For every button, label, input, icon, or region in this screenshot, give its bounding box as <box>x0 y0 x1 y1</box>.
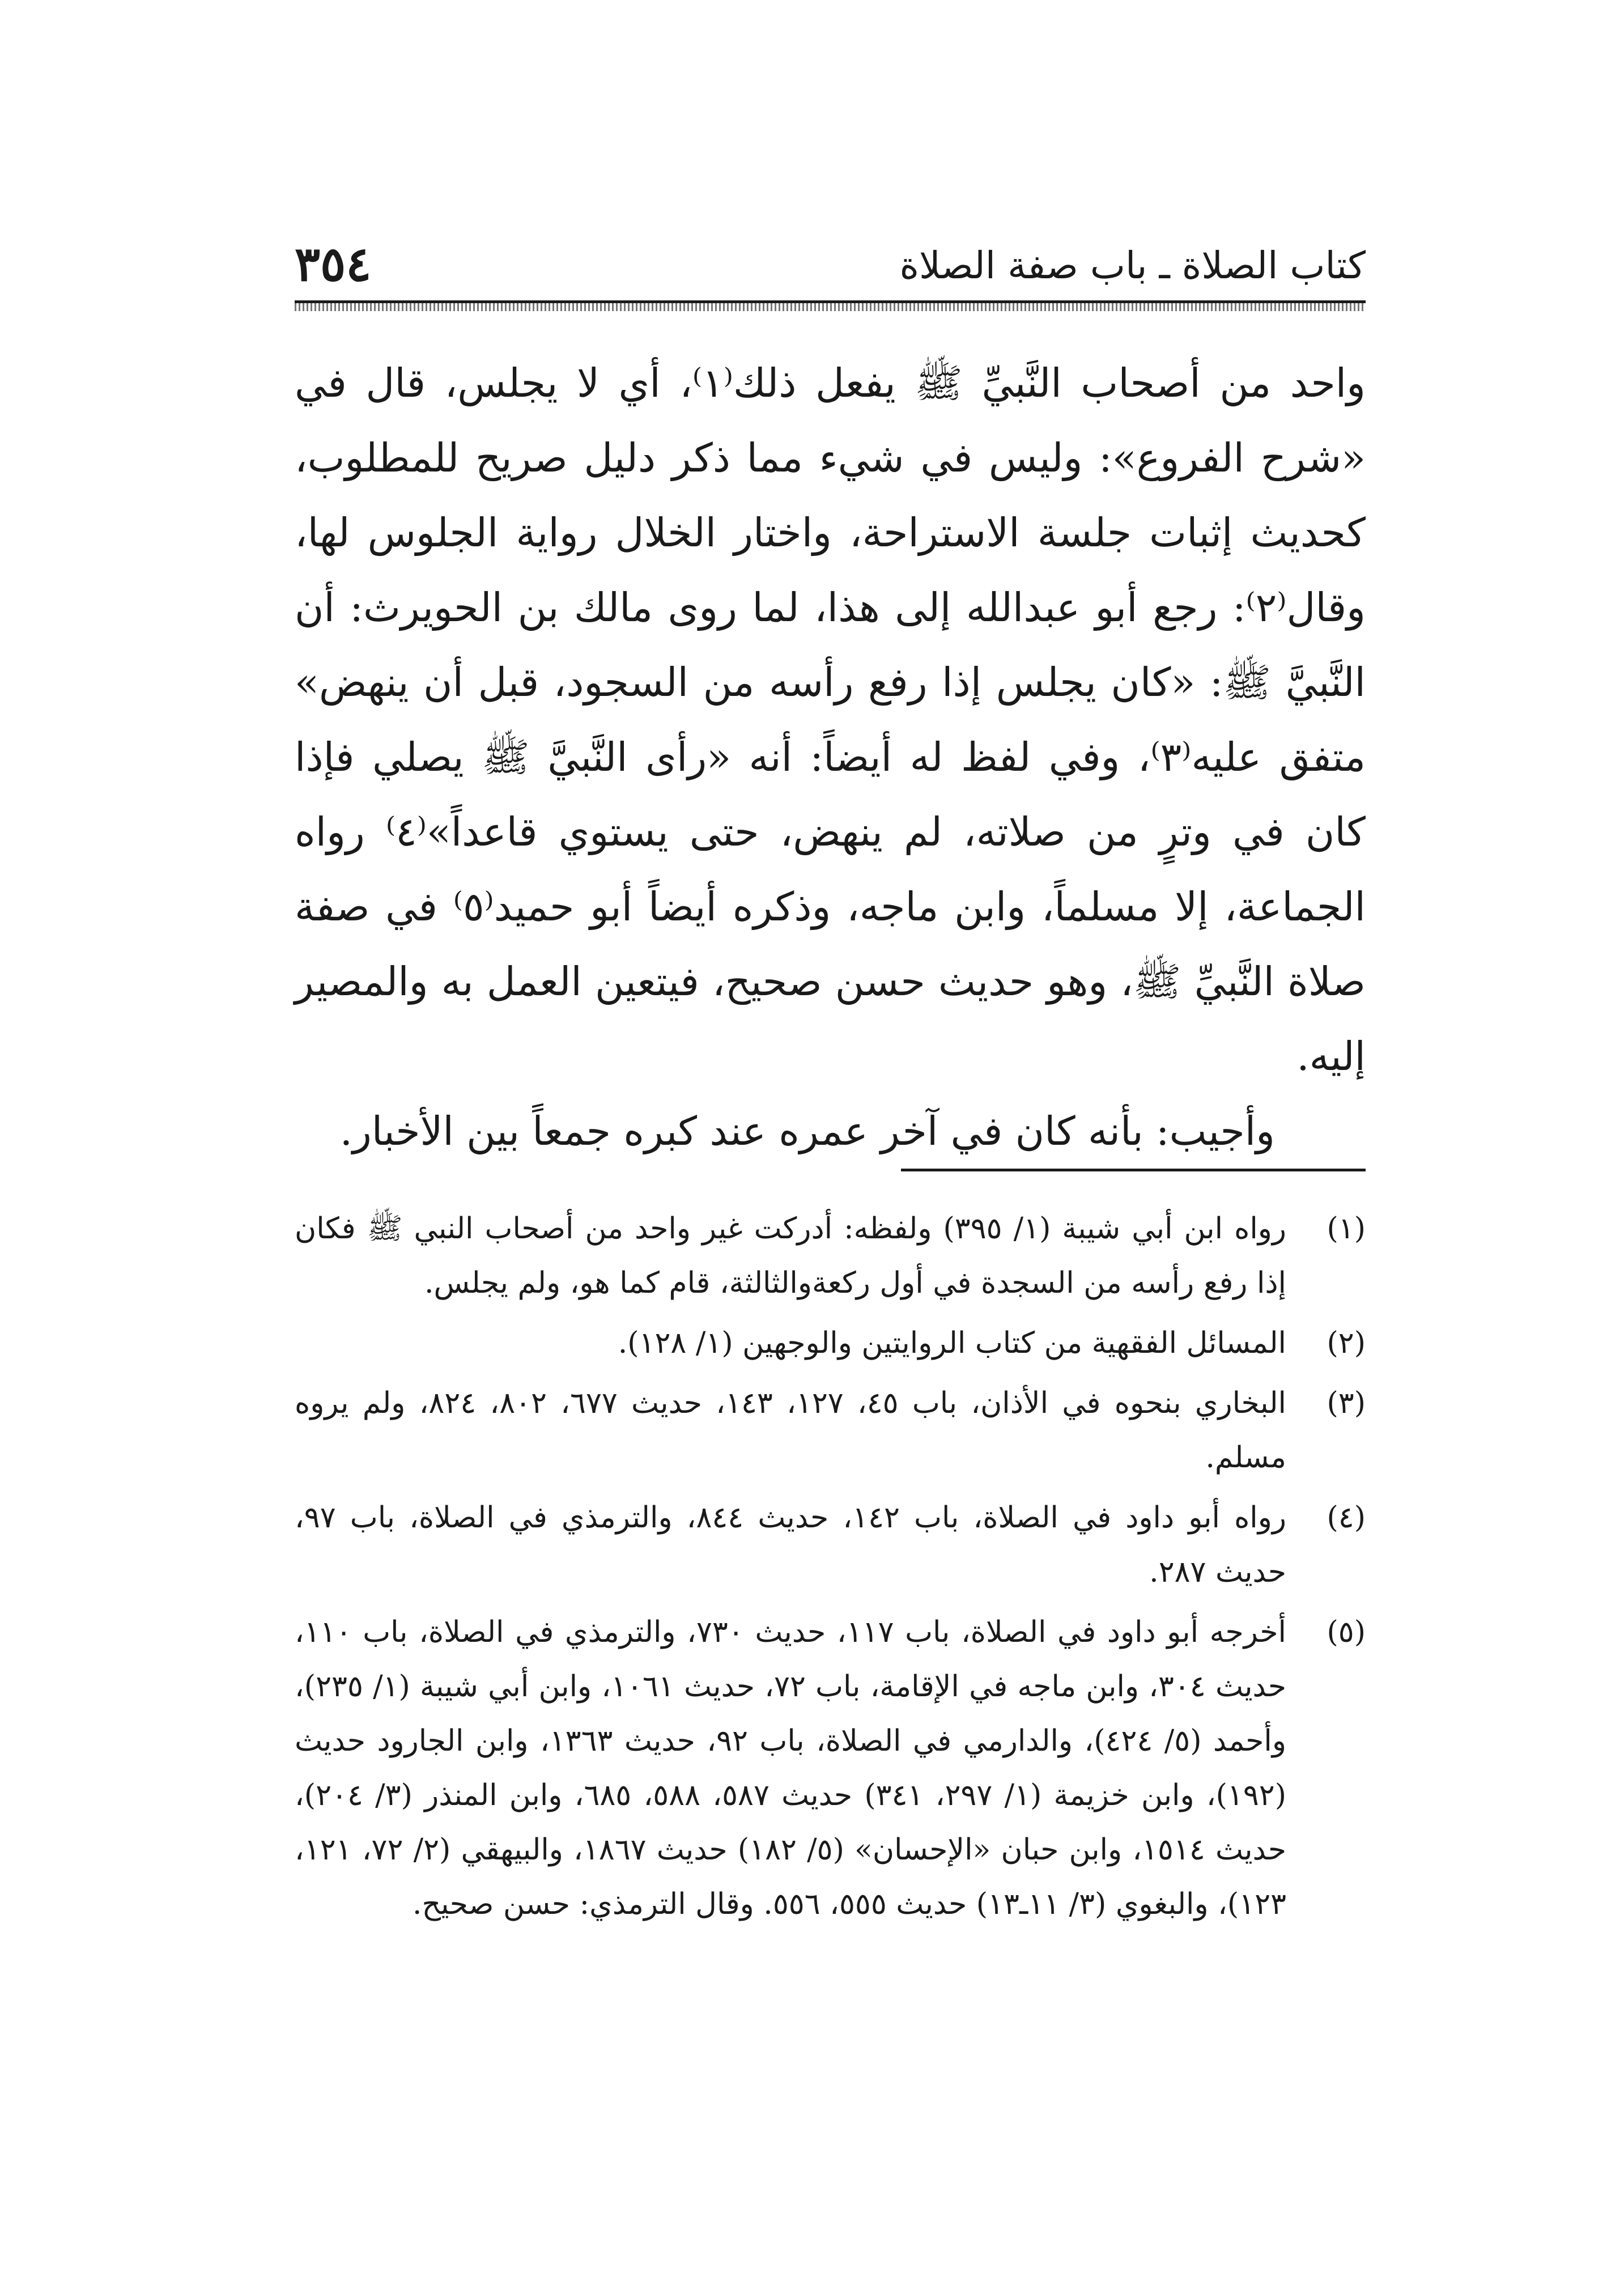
footnote-1 <box>295 1201 1366 1310</box>
footnotes <box>295 1201 1366 1937</box>
answer-line: وأجيب: بأنه كان في آخر عمره عند كبره جمعاً بين الأخبار. <box>339 1108 1275 1154</box>
footnote-separator <box>901 1169 1366 1171</box>
page-header <box>295 227 1366 295</box>
page-number: ٣٥٤ <box>295 236 372 292</box>
footnote-number: (٥) <box>1327 1615 1366 1649</box>
footnote-text: المسائل الفقهية من كتاب الروايتين والوجهين (١/ ١٢٨). <box>618 1326 1286 1360</box>
footnote-5 <box>295 1605 1366 1931</box>
footnote-text: أخرجه أبو داود في الصلاة، باب ١١٧، حديث ٧٣٠، والترمذي في الصلاة، باب ١١٠، حديث ٣٠٤، وابن ماجه في الإقامة، باب ٧٢، حديث ١٠٦١، وابن أبي شيبة (١/ ٢٣٥)، وأحمد (٥/ ٤٢٤)، والدارمي في الصلاة، باب ٩٢، حديث ١٣٦٣، وابن الجارود حديث (١٩٢)، وابن خزيمة (١/ ٢٩٧، ٣٤١) حديث ٥٨٧، ٥٨٨، ٦٨٥، وابن المنذر (٣/ ٢٠٤)، حديث ١٥١٤، وابن حبان «الإحسان» (٥/ ١٨٢) حديث ١٨٦٧، والبيهقي (٢/ ٧٢، ١٢١، ١٢٣)، والبغوي (٣/ ١١ـ١٣) حديث ٥٥٥، ٥٥٦. وقال الترمذي: حسن صحيح. <box>295 1615 1287 1921</box>
footnote-number: (١) <box>1327 1212 1366 1246</box>
footnote-number: (٣) <box>1327 1386 1366 1420</box>
footnote-text: رواه ابن أبي شيبة (١/ ٣٩٥) ولفظه: أدركت غير واحد من أصحاب النبي ﷺ فكان إذا رفع رأسه من السجدة في أول ركعةوالثالثة، قام كما هو، ولم يجلس. <box>295 1212 1286 1300</box>
footnote-number: (٢) <box>1327 1326 1366 1360</box>
running-title: كتاب الصلاة ـ باب صفة الصلاة <box>899 244 1366 287</box>
footnote-text: البخاري بنحوه في الأذان، باب ٤٥، ١٢٧، ١٤٣، حديث ٦٧٧، ٨٠٢، ٨٢٤، ولم يروه مسلم. <box>295 1386 1286 1475</box>
footnote-4 <box>295 1491 1366 1599</box>
main-text <box>295 346 1366 1169</box>
header-rule <box>295 300 1366 311</box>
footnote-3 <box>295 1376 1366 1485</box>
main-paragraph: واحد من أصحاب النَّبيِّ ﷺ يفعل ذلك⁽١⁾، أي لا يجلس، قال في «شرح الفروع»: وليس في شيء مما ذكر دليل صريح للمطلوب، كحديث إثبات جلسة الاستراحة، واختار الخلال رواية الجلوس لها، وقال⁽٢⁾: رجع أبو عبدالله إلى هذا، لما روى مالك بن الحويرث: أن النَّبيَّ ﷺ: «كان يجلس إذا رفع رأسه من السجود، قبل أن ينهض» متفق عليه⁽٣⁾، وفي لفظ له أيضاً: أنه «رأى النَّبيَّ ﷺ يصلي فإذا كان في وترٍ من صلاته، لم ينهض، حتى يستوي قاعداً»⁽٤⁾ رواه الجماعة، إلا مسلماً، وابن ماجه، وذكره أيضاً أبو حميد⁽٥⁾ في صفة صلاة النَّبيِّ ﷺ، وهو حديث حسن صحيح، فيتعين العمل به والمصير إليه. <box>295 360 1366 1080</box>
footnote-2 <box>295 1316 1366 1370</box>
footnote-text: رواه أبو داود في الصلاة، باب ١٤٢، حديث ٨٤٤، والترمذي في الصلاة، باب ٩٧، حديث ٢٨٧. <box>295 1501 1286 1589</box>
footnote-number: (٤) <box>1327 1501 1366 1535</box>
